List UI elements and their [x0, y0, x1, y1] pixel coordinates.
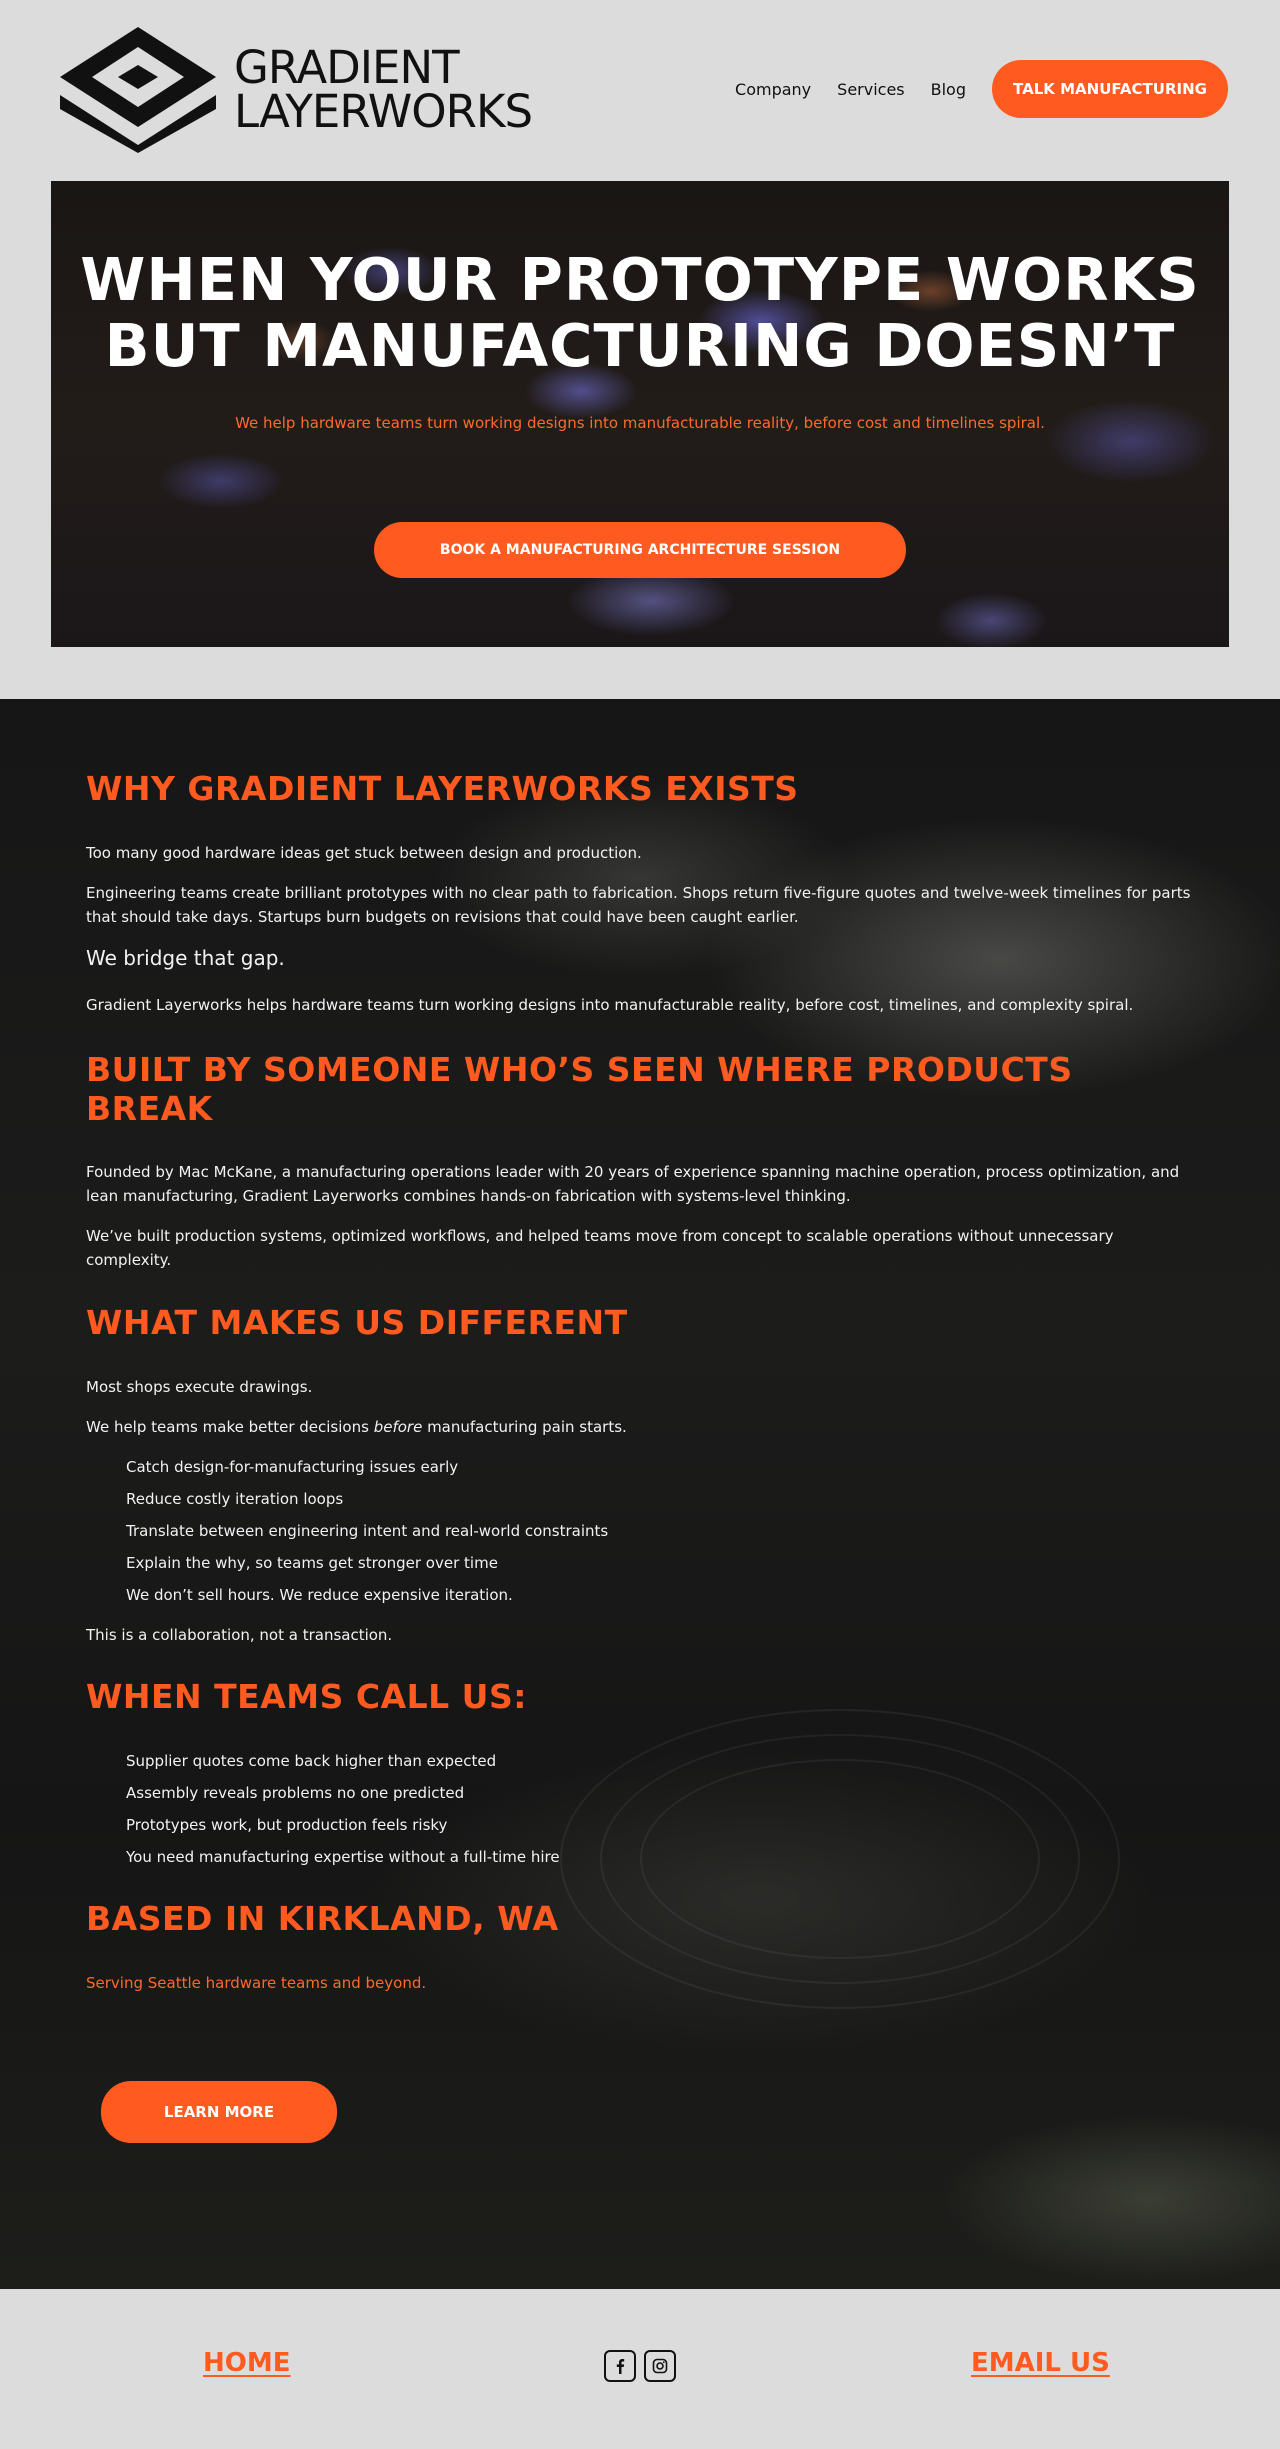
list-item: Reduce costly iteration loops — [126, 1490, 344, 1508]
logo-link[interactable] — [58, 27, 532, 153]
list-item: Explain the why, so teams get stronger over time — [126, 1554, 498, 1572]
facebook-icon[interactable] — [604, 2350, 636, 2382]
nav-services[interactable]: Services — [837, 79, 905, 99]
hero-title-line-1: WHEN YOUR PROTOTYPE WORKS — [80, 245, 1200, 314]
nav-blog[interactable]: Blog — [930, 79, 966, 99]
logo-line-1: GRADIENT — [234, 41, 459, 94]
list-item: We don’t sell hours. We reduce expensive iteration. — [126, 1586, 513, 1604]
based-heading: BASED IN KIRKLAND, WA — [86, 1899, 559, 1938]
built-heading — [86, 1050, 1136, 1128]
call-heading: WHEN TEAMS CALL US: — [86, 1677, 527, 1716]
call-list — [126, 1749, 560, 1877]
different-p2-before: We help teams make better decisions — [86, 1418, 374, 1436]
hero-title-line-2: BUT MANUFACTURING DOESN’T — [104, 311, 1176, 380]
list-item: Assembly reveals problems no one predicted — [126, 1784, 465, 1802]
book-session-button[interactable]: BOOK A MANUFACTURING ARCHITECTURE SESSION — [374, 522, 906, 578]
hero-title — [51, 247, 1229, 379]
logo-wordmark — [234, 41, 533, 138]
why-paragraph-1: Too many good hardware ideas get stuck between design and production. — [86, 844, 642, 862]
layers-logo-icon — [58, 27, 218, 153]
built-paragraph-1: Founded by Mac McKane, a manufacturing operations leader with 20 years of experience spanning machine operation, process optimization, and lean manufacturing, Gradient Layerworks combines hands-on fabrication with systems-level thinking. — [86, 1163, 1180, 1205]
main-nav — [735, 60, 1228, 118]
why-paragraph-3: We bridge that gap. — [86, 946, 285, 970]
learn-more-button[interactable]: LEARN MORE — [101, 2081, 337, 2143]
about-section — [0, 699, 1280, 2289]
list-item: Supplier quotes come back higher than expected — [126, 1752, 497, 1770]
different-list — [126, 1455, 608, 1615]
footer-email-link[interactable]: EMAIL US — [971, 2348, 1110, 2378]
why-paragraph-2: Engineering teams create brilliant prototypes with no clear path to fabrication. Shops return five-figure quotes and twelve-week timelines for parts that should take days. Startups burn budgets on revisions that could have been caught earlier. — [86, 884, 1191, 926]
logo-line-2: LAYERWORKS — [234, 85, 533, 138]
different-paragraph-2 — [86, 1415, 1196, 1439]
why-heading: WHY GRADIENT LAYERWORKS EXISTS — [86, 769, 799, 808]
list-item: Translate between engineering intent and real-world constraints — [126, 1522, 609, 1540]
list-item: Prototypes work, but production feels risky — [126, 1816, 448, 1834]
list-item: You need manufacturing expertise without a full-time hire — [126, 1848, 560, 1866]
hero-subtitle: We help hardware teams turn working designs into manufacturable reality, before cost and timelines spiral. — [235, 414, 1045, 432]
different-p2-emphasis: before — [373, 1418, 423, 1436]
based-subtitle: Serving Seattle hardware teams and beyond. — [86, 1974, 427, 1992]
built-paragraph-2: We’ve built production systems, optimized workflows, and helped teams move from concept to scalable operations without unnecessary complexity. — [86, 1227, 1114, 1269]
built-heading-line-1: BUILT BY SOMEONE WHO’S SEEN WHERE PRODUCTS — [86, 1050, 1073, 1089]
different-heading: WHAT MAKES US DIFFERENT — [86, 1303, 628, 1342]
different-p2-after: manufacturing pain starts. — [422, 1418, 627, 1436]
list-item: Catch design-for-manufacturing issues early — [126, 1458, 459, 1476]
nav-company[interactable]: Company — [735, 79, 812, 99]
footer-home-link[interactable]: HOME — [203, 2348, 291, 2378]
different-paragraph-3: This is a collaboration, not a transaction. — [86, 1626, 393, 1644]
social-links — [604, 2350, 676, 2382]
site-header — [0, 0, 1280, 180]
why-paragraph-4: Gradient Layerworks helps hardware teams turn working designs into manufacturable reality, before cost, timelines, and complexity spiral. — [86, 996, 1134, 1014]
different-paragraph-1: Most shops execute drawings. — [86, 1378, 313, 1396]
instagram-icon[interactable] — [644, 2350, 676, 2382]
hero-banner — [51, 181, 1229, 647]
built-heading-line-2: BREAK — [86, 1089, 213, 1128]
talk-manufacturing-button[interactable]: TALK MANUFACTURING — [992, 60, 1228, 118]
